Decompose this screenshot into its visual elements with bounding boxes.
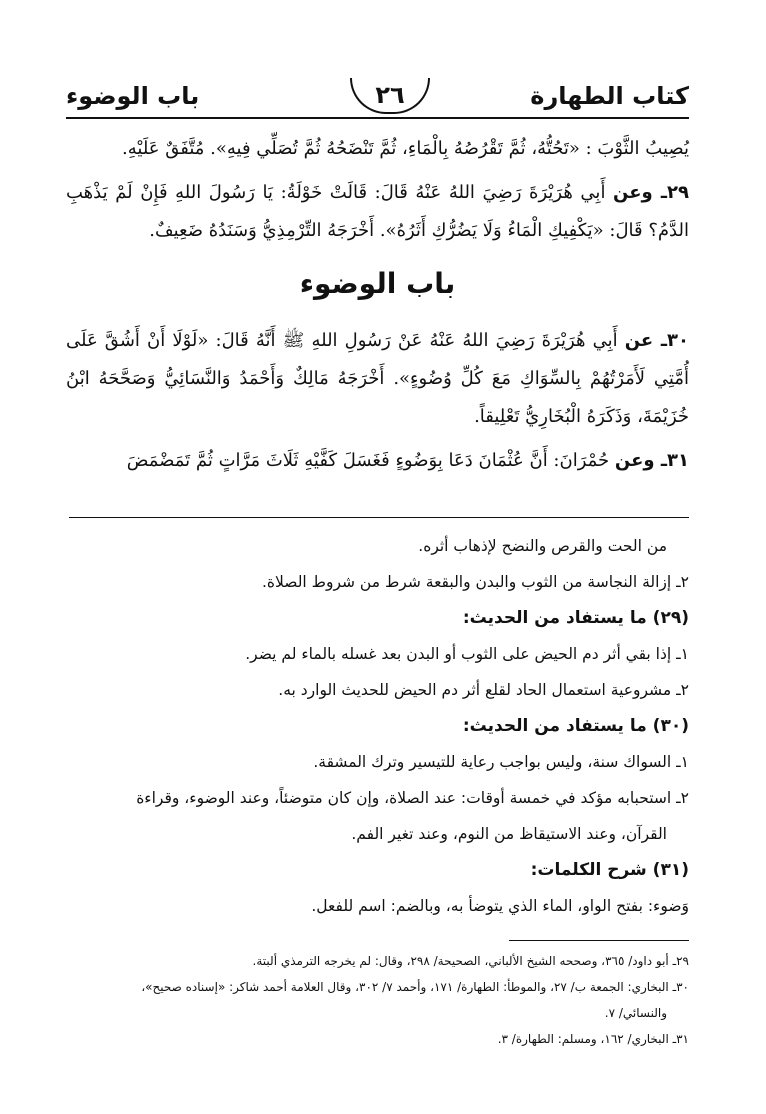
- header-rule: [66, 117, 689, 119]
- commentary-heading-30: (٣٠) ما يستفاد من الحديث:: [462, 716, 689, 736]
- running-header-chapter: باب الوضوء: [66, 82, 200, 110]
- hadith-29: [66, 174, 689, 250]
- page-number: ٢٦: [350, 78, 430, 114]
- hadith-30: [66, 322, 689, 436]
- running-header-book: كتاب الطهارة: [530, 82, 689, 110]
- hadith-29-number: ٢٩ـ وعن: [613, 182, 689, 203]
- hadith-28-continuation: يُصِيبُ الثَّوْبَ : «تَحُتُّهُ، ثُمَّ تَقْرُصُهُ بِالْمَاءِ، ثُمَّ تَنْضَحُهُ ثُمَّ تُصَلِّي فِيهِ». مُتَّفَقٌ عَلَيْهِ.: [122, 138, 689, 159]
- footnote-30-continued: والنسائي/ ٧.: [604, 1006, 667, 1020]
- commentary-line: من الحت والقرص والنضح لإذهاب أثره.: [418, 537, 667, 555]
- hadith-29-text: أَبِي هُرَيْرَةَ رَضِيَ اللهُ عَنْهُ قَالَ: قَالَتْ خَوْلَةُ: يَا رَسُولَ اللهِ فَإِنْ لَمْ يَذْهَبِ الدَّمُ؟ قَالَ: «يَكْفِيكِ الْمَاءُ وَلَا يَضُرُّكِ أَثَرُهُ». أَخْرَجَهُ التِّرْمِذِيُّ وَسَنَدُهُ ضَعِيفٌ.: [66, 182, 689, 241]
- commentary-line: القرآن، وعند الاستيقاظ من النوم، وعند تغير الفم.: [351, 825, 667, 843]
- main-text: [66, 130, 689, 486]
- footnotes: [66, 948, 689, 1052]
- commentary-line: ١ـ إذا بقي أثر دم الحيض على الثوب أو البدن بعد غسله بالماء لم يضر.: [245, 645, 689, 663]
- commentary-line: ٢ـ مشروعية استعمال الحاد لقلع أثر دم الحيض للحديث الوارد به.: [278, 681, 689, 699]
- hadith-30-text: أَبِي هُرَيْرَةَ رَضِيَ اللهُ عَنْهُ عَنْ رَسُولِ اللهِ ﷺ أَنَّهُ قَالَ: «لَوْلَا أَنْ أَشُقَّ عَلَى أُمَّتِي لَأَمَرْتُهُمْ بِالسِّوَاكِ مَعَ كُلِّ وُضُوءٍ». أَخْرَجَهُ مَالِكٌ وَأَحْمَدُ وَالنَّسَائِيُّ وَصَحَّحَهُ ابْنُ خُزَيْمَةَ، وَذَكَرَهُ الْبُخَارِيُّ تَعْلِيقاً.: [66, 330, 689, 427]
- commentary-line: وَضوء: بفتح الواو، الماء الذي يتوضأ به، وبالضم: اسم للفعل.: [311, 897, 689, 915]
- commentary-line: ٢ـ إزالة النجاسة من الثوب والبدن والبقعة شرط من شروط الصلاة.: [261, 573, 689, 591]
- hadith-31-text: حُمْرَانَ: أَنَّ عُثْمَانَ دَعَا بِوَضُوءٍ فَغَسَلَ كَفَّيْهِ ثَلَاثَ مَرَّاتٍ ثُمَّ تَمَضْمَضَ: [126, 450, 610, 471]
- hadith-31-number: ٣١ـ وعن: [614, 450, 689, 471]
- hadith-31: [66, 442, 689, 480]
- commentary: [66, 528, 689, 924]
- footnote-31: ٣١ـ البخاري/ ١٦٢، ومسلم: الطهارة/ ٣.: [497, 1032, 689, 1046]
- hadith-30-number: ٣٠ـ عن: [624, 330, 689, 351]
- commentary-line: ١ـ السواك سنة، وليس بواجب رعاية للتيسير وترك المشقة.: [313, 753, 689, 771]
- commentary-heading-29: (٢٩) ما يستفاد من الحديث:: [462, 608, 689, 628]
- footnote-separator: [509, 940, 689, 941]
- commentary-line: ٢ـ استحبابه مؤكد في خمسة أوقات: عند الصلاة، وإن كان متوضئاً، وعند الوضوء، وقراءة: [136, 789, 689, 807]
- footnote-30: ٣٠ـ البخاري: الجمعة ب/ ٢٧، والموطأ: الطهارة/ ١٧١، وأحمد ٧/ ٣٠٢، وقال العلامة أحمد شاكر: «إسناده صحيح»،: [141, 980, 689, 994]
- commentary-separator: [69, 517, 689, 518]
- footnote-29: ٢٩ـ أبو داود/ ٣٦٥، وصححه الشيخ الألباني، الصحيحة/ ٢٩٨، وقال: لم يخرجه الترمذي ألبتة.: [252, 954, 689, 968]
- commentary-heading-31: (٣١) شرح الكلمات:: [530, 860, 689, 880]
- chapter-title: باب الوضوء: [299, 267, 456, 300]
